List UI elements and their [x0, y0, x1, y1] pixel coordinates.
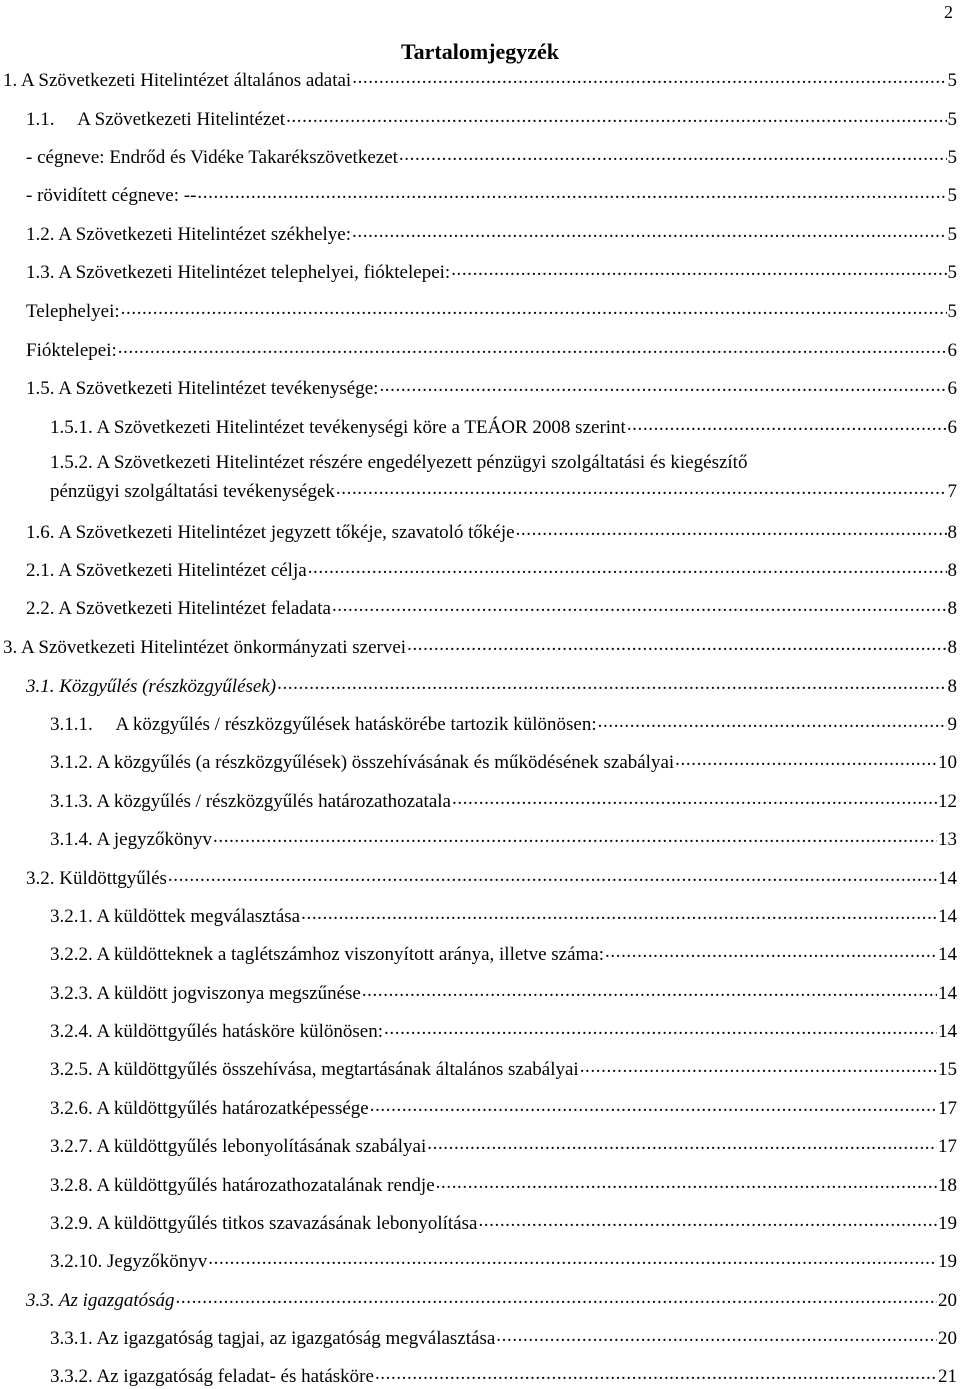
toc-entry-page: 6 [948, 416, 960, 440]
toc-entry-page: 14 [938, 905, 960, 929]
toc-entry-telephelyei[interactable] [26, 297, 960, 324]
toc-entry-text: 2.1. A Szövetkezeti Hitelintézet célja [26, 559, 307, 583]
toc-leader-dots [352, 220, 946, 240]
toc-entry-page: 5 [948, 300, 960, 324]
toc-entry-text: - cégneve: Endrőd és Vidéke Takarékszövetkezet [26, 146, 398, 170]
toc-entry-text: 3.2.6. A küldöttgyűlés határozatképessége [50, 1097, 369, 1121]
toc-entry-3-1[interactable] [26, 672, 960, 699]
toc-entry-3-1-4[interactable] [50, 825, 960, 852]
toc-leader-dots [436, 1171, 937, 1191]
toc-entry-3-2-4[interactable] [50, 1017, 960, 1044]
toc-entry-page: 8 [948, 675, 960, 699]
toc-entry-1-5-1[interactable] [50, 413, 960, 440]
toc-entry-text: 3.1.1. A közgyűlés / részközgyűlések hatáskörébe tartozik különösen: [50, 713, 597, 737]
toc-entry-text: 3.3.2. Az igazgatóság feladat- és hatásköre [50, 1365, 374, 1389]
toc-entry-3-2-3[interactable] [50, 979, 960, 1006]
toc-leader-dots [407, 633, 946, 653]
toc-entry-3-3[interactable] [26, 1286, 960, 1313]
toc-entry-page: 5 [948, 108, 960, 132]
toc-entry-page: 14 [938, 1020, 960, 1044]
toc-entry-3-3-2[interactable] [50, 1362, 960, 1389]
toc-leader-dots [496, 1324, 937, 1344]
toc-leader-dots [301, 902, 937, 922]
toc-entry-text: 3.1. Közgyűlés (részközgyűlések) [26, 675, 276, 699]
toc-entry-page: 8 [948, 559, 960, 583]
toc-entry-page: 5 [948, 261, 960, 285]
toc-leader-dots [370, 1094, 937, 1114]
toc-leader-dots [332, 594, 947, 614]
toc-entry-3-2-9[interactable] [50, 1209, 960, 1236]
toc-entry-text: pénzügyi szolgáltatási tevékenységek [50, 480, 335, 504]
toc-entry-text: 1.1. A Szövetkezeti Hitelintézet [26, 108, 285, 132]
toc-entry-2-2[interactable] [26, 594, 960, 621]
toc-entry-page: 14 [938, 982, 960, 1006]
toc-entry-text: 1.6. A Szövetkezeti Hitelintézet jegyzett tőkéje, szavatoló tőkéje [26, 521, 515, 545]
toc-entry-text: Telephelyei: [26, 300, 120, 324]
toc-leader-dots [478, 1209, 937, 1229]
toc-leader-dots [308, 556, 947, 576]
toc-leader-dots [197, 181, 946, 201]
toc-entry-page: 6 [948, 339, 960, 363]
toc-entry-fioktelepei[interactable] [26, 336, 960, 363]
toc-entry-page: 5 [948, 69, 960, 93]
toc-leader-dots [286, 105, 946, 125]
toc-entry-text: 1.2. A Szövetkezeti Hitelintézet székhelye: [26, 223, 351, 247]
toc-entry-page: 21 [938, 1365, 960, 1389]
toc-entry-1-6[interactable] [26, 518, 960, 545]
toc-entry-3-2-10[interactable] [50, 1247, 960, 1274]
toc-entry-text: 3.2.4. A küldöttgyűlés hatásköre különösen: [50, 1020, 383, 1044]
toc-entry-1-1[interactable] [26, 105, 960, 132]
toc-entry-3-2-2[interactable] [50, 940, 960, 967]
toc-entry-page: 12 [938, 790, 960, 814]
toc-entry-page: 19 [938, 1250, 960, 1274]
toc-leader-dots [375, 1362, 937, 1382]
toc-leader-dots [384, 1017, 937, 1037]
toc-entry-page: 17 [938, 1135, 960, 1159]
toc-title: Tartalomjegyzék [0, 38, 960, 66]
toc-entry-text: 3. A Szövetkezeti Hitelintézet önkormányzati szervei [3, 636, 406, 660]
toc-entry-3-2[interactable] [26, 864, 960, 891]
toc-leader-dots [176, 1286, 937, 1306]
toc-entry-page: 14 [938, 867, 960, 891]
toc-entry-page: 14 [938, 943, 960, 967]
toc-entry-page: 19 [938, 1212, 960, 1236]
toc-entry-3-2-8[interactable] [50, 1171, 960, 1198]
toc-leader-dots [277, 672, 946, 692]
toc-entry-page: 6 [948, 377, 960, 401]
toc-leader-dots [379, 374, 946, 394]
toc-entry-text: 3.2.10. Jegyzőkönyv [50, 1250, 207, 1274]
toc-entry-text: 1. A Szövetkezeti Hitelintézet általános adatai [3, 69, 351, 93]
toc-entry-text: 2.2. A Szövetkezeti Hitelintézet feladata [26, 597, 331, 621]
toc-entry-page: 5 [948, 223, 960, 247]
toc-entry-text: - rövidített cégneve: -- [26, 184, 196, 208]
toc-leader-dots [208, 1247, 937, 1267]
toc-entry-page: 18 [938, 1174, 960, 1198]
toc-leader-dots [336, 477, 947, 497]
toc-entry-3-1-2[interactable] [50, 748, 960, 775]
toc-entry-1-3[interactable] [26, 258, 960, 285]
toc-leader-dots [118, 336, 947, 356]
toc-entry-3-1-3[interactable] [50, 787, 960, 814]
toc-entry-text: 3.2.3. A küldött jogviszonya megszűnése [50, 982, 361, 1006]
toc-entry-text: 3.2.7. A küldöttgyűlés lebonyolításának szabályai [50, 1135, 426, 1159]
toc-entry-text: 3.2.5. A küldöttgyűlés összehívása, megtartásának általános szabályai [50, 1058, 579, 1082]
toc-entry-text: 3.3.1. Az igazgatóság tagjai, az igazgatóság megválasztása [50, 1327, 495, 1351]
toc-leader-dots [516, 518, 947, 538]
toc-entry-page: 5 [948, 146, 960, 170]
toc-entry-3-2-7[interactable] [50, 1132, 960, 1159]
toc-leader-dots [452, 787, 937, 807]
toc-leader-dots [451, 258, 946, 278]
toc-entry-page: 15 [938, 1058, 960, 1082]
toc-entry-text-first-line: 1.5.2. A Szövetkezeti Hitelintézet részére engedélyezett pénzügyi szolgáltatási és kiegészítő [50, 451, 960, 475]
toc-entry-text: 1.5.1. A Szövetkezeti Hitelintézet tevékenységi köre a TEÁOR 2008 szerint [50, 416, 626, 440]
toc-entry-page: 8 [948, 636, 960, 660]
toc-entry-3-2-6[interactable] [50, 1094, 960, 1121]
toc-entry-text: 3.2.1. A küldöttek megválasztása [50, 905, 300, 929]
toc-entry-page: 9 [948, 713, 960, 737]
toc-entry-text: 1.3. A Szövetkezeti Hitelintézet telephelyei, fióktelepei: [26, 261, 450, 285]
toc-leader-dots [427, 1132, 937, 1152]
toc-entry-text: 3.2. Küldöttgyűlés [26, 867, 167, 891]
toc-leader-dots [362, 979, 937, 999]
toc-leader-dots [168, 864, 937, 884]
toc-entry-text: 1.5. A Szövetkezeti Hitelintézet tevékenysége: [26, 377, 378, 401]
toc-entry-3-1-1[interactable] [50, 710, 960, 737]
toc-entry-3-2-5[interactable] [50, 1055, 960, 1082]
toc-entry-text: 3.2.9. A küldöttgyűlés titkos szavazásának lebonyolítása [50, 1212, 477, 1236]
page-number: 2 [944, 2, 953, 22]
toc-entry-page: 8 [948, 597, 960, 621]
toc-entry-text: 3.1.3. A közgyűlés / részközgyűlés határozathozatala [50, 790, 451, 814]
toc-entry-page: 10 [938, 751, 960, 775]
toc-entry-text: 3.2.2. A küldötteknek a taglétszámhoz viszonyított aránya, illetve száma: [50, 943, 604, 967]
toc-entry-roviditett-cegneve[interactable] [26, 181, 960, 208]
toc-leader-dots [352, 66, 946, 86]
toc-leader-dots [213, 825, 937, 845]
toc-entry-page: 20 [938, 1289, 960, 1313]
toc-leader-dots [675, 748, 937, 768]
toc-entry-text: 3.3. Az igazgatóság [26, 1289, 175, 1313]
toc-entry-page: 20 [938, 1327, 960, 1351]
toc-entry-page: 17 [938, 1097, 960, 1121]
toc-entry-1-5[interactable] [26, 374, 960, 401]
toc-entry-1-2[interactable] [26, 220, 960, 247]
toc-leader-dots [580, 1055, 937, 1075]
toc-entry-text: 3.1.4. A jegyzőkönyv [50, 828, 212, 852]
toc-entry-cegneve[interactable] [26, 143, 960, 170]
toc-entry-text: Fióktelepei: [26, 339, 117, 363]
toc-entry-page: 5 [948, 184, 960, 208]
toc-entry-1[interactable] [3, 66, 960, 93]
toc-entry-1-5-2[interactable] [50, 451, 960, 504]
toc-leader-dots [627, 413, 947, 433]
toc-entry-text: 3.2.8. A küldöttgyűlés határozathozatalának rendje [50, 1174, 435, 1198]
toc-leader-dots [598, 710, 947, 730]
toc-entry-2-1[interactable] [26, 556, 960, 583]
toc-entry-3-2-1[interactable] [50, 902, 960, 929]
toc-entry-page: 13 [938, 828, 960, 852]
toc-entry-3[interactable] [3, 633, 960, 660]
toc-entry-page: 8 [948, 521, 960, 545]
toc-leader-dots [121, 297, 947, 317]
toc-entry-page: 7 [948, 480, 960, 504]
toc-leader-dots [605, 940, 937, 960]
toc-leader-dots [399, 143, 947, 163]
toc-entry-3-3-1[interactable] [50, 1324, 960, 1351]
toc-entry-text: 3.1.2. A közgyűlés (a részközgyűlések) összehívásának és működésének szabályai [50, 751, 674, 775]
